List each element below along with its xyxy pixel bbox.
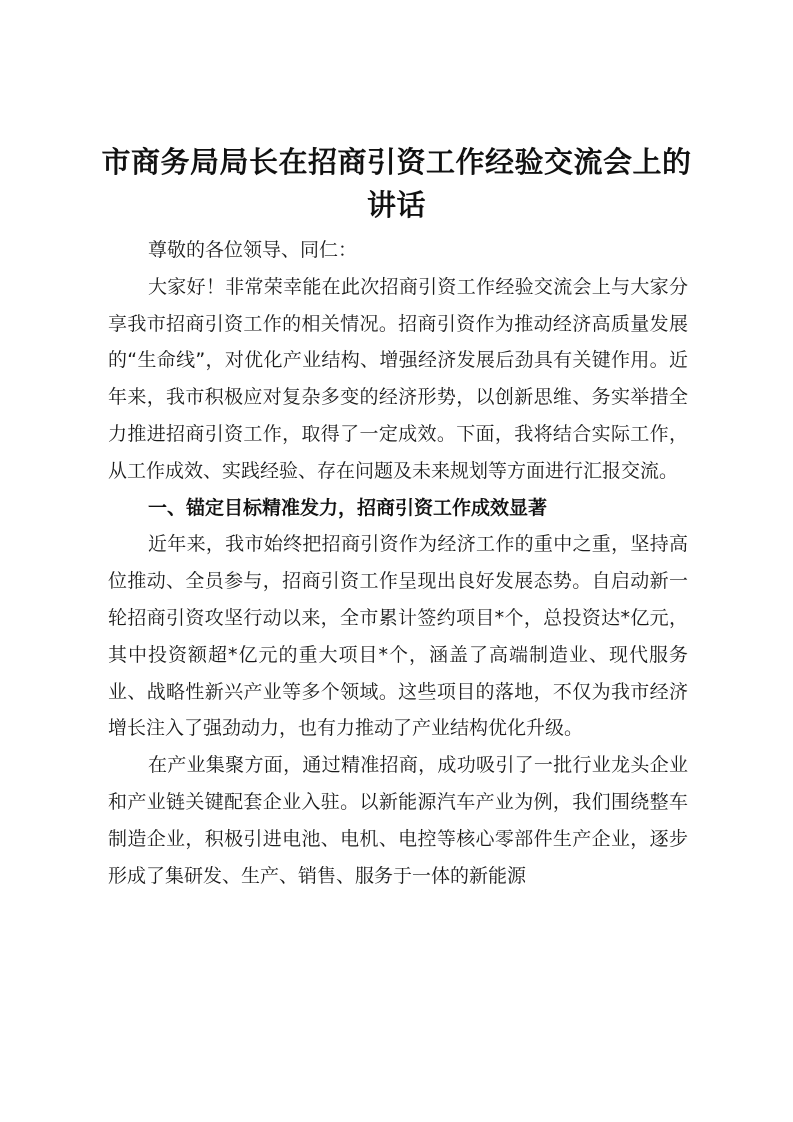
document-title: 市商务局局长在招商引资工作经验交流会上的讲话 [101,145,692,222]
paragraph-industry-cluster: 在产业集聚方面，通过精准招商，成功吸引了一批行业龙头企业和产业链关键配套企业入驻。以新能源汽车产业为例，我们围绕整车制造企业，积极引进电池、电机、电控等核心零部件生产企业，逐步形成了集研发、生产、销售、服务于一体的新能源 [108,754,688,887]
salutation: 尊敬的各位领导、同仁： [148,239,358,261]
paragraph-results: 近年来，我市始终把招商引资作为经济工作的重中之重，坚持高位推动、全员参与，招商引资工作呈现出良好发展态势。自启动新一轮招商引资攻坚行动以来，全市累计签约项目*个，总投资达*亿元，其中投资额超*亿元的重大项目*个，涵盖了高端制造业、现代服务业、战略性新兴产业等多个领域。这些项目的落地，不仅为我市经济增长注入了强劲动力，也有力推动了产业结构优化升级。 [108,533,688,740]
paragraph-intro: 大家好！非常荣幸能在此次招商引资工作经验交流会上与大家分享我市招商引资工作的相关情况。招商引资作为推动经济高质量发展的“生命线”，对优化产业结构、增强经济发展后劲具有关键作用。近年来，我市积极应对复杂多变的经济形势，以创新思维、务实举措全力推进招商引资工作，取得了一定成效。下面，我将结合实际工作，从工作成效、实践经验、存在问题及未来规划等方面进行汇报交流。 [108,275,688,482]
section-heading: 一、锚定目标精准发力，招商引资工作成效显著 [148,496,548,519]
document-body [108,232,688,894]
